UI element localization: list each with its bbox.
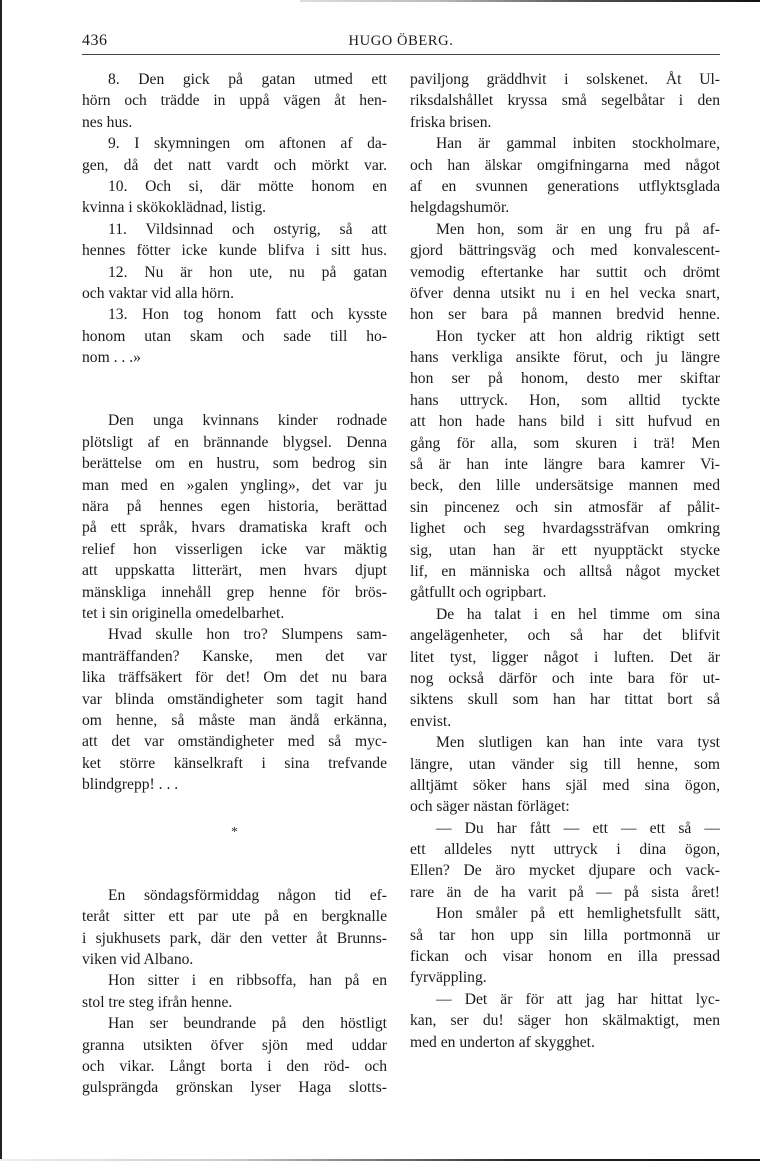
text-line: manträffanden? Kanske, men det var xyxy=(82,647,387,665)
text-line: rare än de ha varit på — på sista året! xyxy=(410,883,720,901)
text-line: nes hus. xyxy=(82,113,133,131)
text-line: envist. xyxy=(410,712,452,730)
text-line: hans verkliga ansikte förut, och ju längre xyxy=(410,349,720,367)
right-column xyxy=(410,69,720,1053)
text-line: att hon hade hans bild i sitt hufvud en xyxy=(410,413,720,431)
text-line: paviljong gräddhvit i solskenet. Åt Ul- xyxy=(410,71,720,88)
text-line: gåtfullt och ogripbart. xyxy=(410,584,547,602)
text-line: Ellen? De äro mycket djupare och vack- xyxy=(410,862,720,880)
text-line: 8. Den gick på gatan utmed ett xyxy=(108,71,387,88)
header-rule xyxy=(82,54,720,55)
text-line: Den unga kvinnans kinder rodnade xyxy=(108,412,387,430)
text-line: teråt sitter ett par ute på en bergknalle xyxy=(82,908,387,926)
paragraph xyxy=(82,970,387,1013)
text-line: Han ser beundrande på den höstligt xyxy=(108,1015,387,1033)
text-line: sin pincenez och sin atmosfär af pålit- xyxy=(410,498,720,516)
text-line: Hvad skulle hon tro? Slumpens sam- xyxy=(108,626,387,644)
text-line: var blinda omständigheter som tagit hand xyxy=(82,690,387,708)
text-line: viken vid Albano. xyxy=(82,951,194,969)
text-line: på ett språk, hvars dramatiska kraft och xyxy=(82,519,387,537)
text-line: sig, utan han är ett nyupptäckt stycke xyxy=(410,541,720,559)
paragraph-dialogue xyxy=(410,989,720,1053)
text-line: Hon sitter i en ribbsoffa, han på en xyxy=(108,972,387,990)
text-line: och vikar. Långt borta i den röd- och xyxy=(82,1058,387,1076)
text-line: hon ser bara på mannen bredvid henne. xyxy=(410,306,720,324)
text-line: nära på hennes egen historia, berättad xyxy=(82,498,387,516)
text-line: lif, en människa och alltså något mycket xyxy=(410,562,720,580)
spacer xyxy=(82,796,387,822)
verse-12 xyxy=(82,262,387,305)
verse-13 xyxy=(82,304,387,368)
text-line: berättelse om en hustru, som bedrog sin xyxy=(82,455,387,473)
text-line: siktens skull som han har tittat bort så xyxy=(410,691,720,709)
spacer xyxy=(82,843,387,885)
text-line: så tar hon upp sin lilla portmonnä ur xyxy=(410,926,720,944)
text-line: riksdalshållet kryssa små segelbåtar i den xyxy=(410,92,720,110)
text-line: stol tre steg ifrån henne. xyxy=(82,993,233,1011)
text-line: fickan och visar honom en illa pressad xyxy=(410,948,720,966)
text-line: Hon tycker att hon aldrig riktigt sett xyxy=(436,327,720,345)
text-line: De ha talat i en hel timme om sina xyxy=(436,605,720,623)
text-line: 12. Nu är hon ute, nu på gatan xyxy=(108,263,387,281)
spacer xyxy=(82,368,387,410)
verse-10 xyxy=(82,176,387,219)
text-line: hans uttryck. Hon, som alltid tyckte xyxy=(410,391,720,409)
paragraph-dialogue xyxy=(410,818,720,904)
text-line: beck, den lille undersätsige mannen med xyxy=(410,477,720,495)
text-line: vemodig eftertanke har suttit och drömt xyxy=(410,263,720,281)
text-line: blindgrepp! . . . xyxy=(82,776,179,794)
text-line: hon ser på honom, desto mer skiftar xyxy=(410,370,720,388)
text-line: man med en »galen yngling», det var ju xyxy=(82,476,387,494)
text-line: En söndagsförmiddag någon tid ef- xyxy=(108,886,387,904)
text-line: fyrväppling. xyxy=(410,969,487,987)
text-line: och vaktar vid alla hörn. xyxy=(82,284,234,302)
text-line: 11. Vildsinnad och ostyrig, så att xyxy=(108,220,387,238)
text-line: kan, ser du! säger hon skälmaktigt, men xyxy=(410,1012,720,1030)
text-line: hörn och trädde in uppå vägen åt hen- xyxy=(82,92,387,110)
scan-left-edge xyxy=(0,0,2,1161)
scan-top-edge xyxy=(300,0,760,2)
text-line: med en underton af skygghet. xyxy=(410,1033,595,1051)
text-line: och han älskar omgifningarna med något xyxy=(410,156,720,174)
text-line: — Du har fått — ett — ett så — xyxy=(436,819,720,837)
text-line: honom utan skam och sade till ho- xyxy=(82,327,387,345)
paragraph xyxy=(82,624,387,795)
verse-9 xyxy=(82,133,387,176)
paragraph xyxy=(410,732,720,818)
text-line: nom . . .» xyxy=(82,349,141,367)
text-line: hennes fötter icke kunde blifva i sitt hus. xyxy=(82,242,387,260)
text-line: helgdagshumör. xyxy=(410,199,510,217)
text-line: Men slutligen kan han inte vara tyst xyxy=(436,734,720,752)
paragraph xyxy=(82,410,387,624)
paragraph xyxy=(410,133,720,219)
running-head xyxy=(82,32,720,56)
text-line: att uppskatta litterärt, men hvars djupt xyxy=(82,562,387,580)
text-line: 9. I skymningen om aftonen af da- xyxy=(108,135,387,153)
paragraph xyxy=(410,69,720,133)
text-line: Han är gammal inbiten stockholmare, xyxy=(436,135,720,153)
text-line: lika träffsäkert för det! Om det nu bara xyxy=(82,669,387,687)
text-line: tet i sin originella omedelbarhet. xyxy=(82,604,285,622)
text-line: alltjämt söker hans själ med sina ögon, xyxy=(410,776,720,794)
text-line: mänskliga innehåll grep henne för brös- xyxy=(82,583,387,601)
paragraph xyxy=(410,326,720,604)
section-break-asterisk: * xyxy=(231,824,238,840)
paragraph xyxy=(82,885,387,971)
text-line: lighet och seg hvardagssträfvan omkring xyxy=(410,520,720,538)
text-line: ket större känselkraft i sina trefvande xyxy=(82,754,387,772)
text-line: att det var omständigheter med så myc- xyxy=(82,733,387,751)
text-line: i sjukhusets park, där den vetter åt Brunns- xyxy=(82,929,387,947)
text-line: af en svunnen generations utflyktsglada xyxy=(410,177,720,195)
text-line: längre, utan vänder sig till henne, som xyxy=(410,755,720,773)
text-line: relief hon visserligen icke var mäktig xyxy=(82,540,387,558)
text-line: ett alldeles nytt uttryck i dina ögon, xyxy=(410,841,720,859)
left-column xyxy=(82,69,387,1099)
text-line: 10. Och si, där mötte honom en xyxy=(108,177,387,195)
paragraph xyxy=(410,604,720,732)
text-line: öfver denna utsikt nu i en hel vecka snart, xyxy=(410,284,720,302)
running-title: HUGO ÖBERG. xyxy=(348,33,454,49)
paragraph xyxy=(410,219,720,326)
text-line: så är han inte längre bara kamrer Vi- xyxy=(410,456,720,474)
verse-8 xyxy=(82,69,387,133)
text-line: kvinna i skökoklädnad, listig. xyxy=(82,199,267,217)
text-line: friska brisen. xyxy=(410,113,492,131)
text-line: granna utsikten öfver sjön med uddar xyxy=(82,1036,387,1054)
text-line: gulsprängda grönskan lyser Haga slotts- xyxy=(82,1079,387,1097)
text-line: och säger nästan förläget: xyxy=(410,798,570,816)
verse-11 xyxy=(82,219,387,262)
text-line: Men hon, som är en ung fru på af- xyxy=(436,220,720,238)
paragraph xyxy=(82,1013,387,1099)
text-line: Hon småler på ett hemlighetsfullt sätt, xyxy=(436,905,720,923)
text-line: nog också därför och inte bara för ut- xyxy=(410,669,720,687)
page-number: 436 xyxy=(82,32,108,49)
text-line: litet tyst, ligger något i luften. Det är xyxy=(410,648,720,666)
text-line: — Det är för att jag har hittat lyc- xyxy=(436,990,720,1008)
text-line: plötsligt af en brännande blygsel. Denna xyxy=(82,433,387,451)
paragraph xyxy=(410,903,720,989)
text-line: om henne, så måste man ändå erkänna, xyxy=(82,711,387,729)
text-line: gen, då det natt vardt och mörkt var. xyxy=(82,156,387,174)
text-line: angelägenheter, och så har det blifvit xyxy=(410,627,720,645)
text-line: gjord bättringsväg och med konvalescent- xyxy=(410,242,720,260)
text-line: gång för alla, som skuren i trä! Men xyxy=(410,434,720,452)
text-line: 13. Hon tog honom fatt och kysste xyxy=(108,306,387,324)
